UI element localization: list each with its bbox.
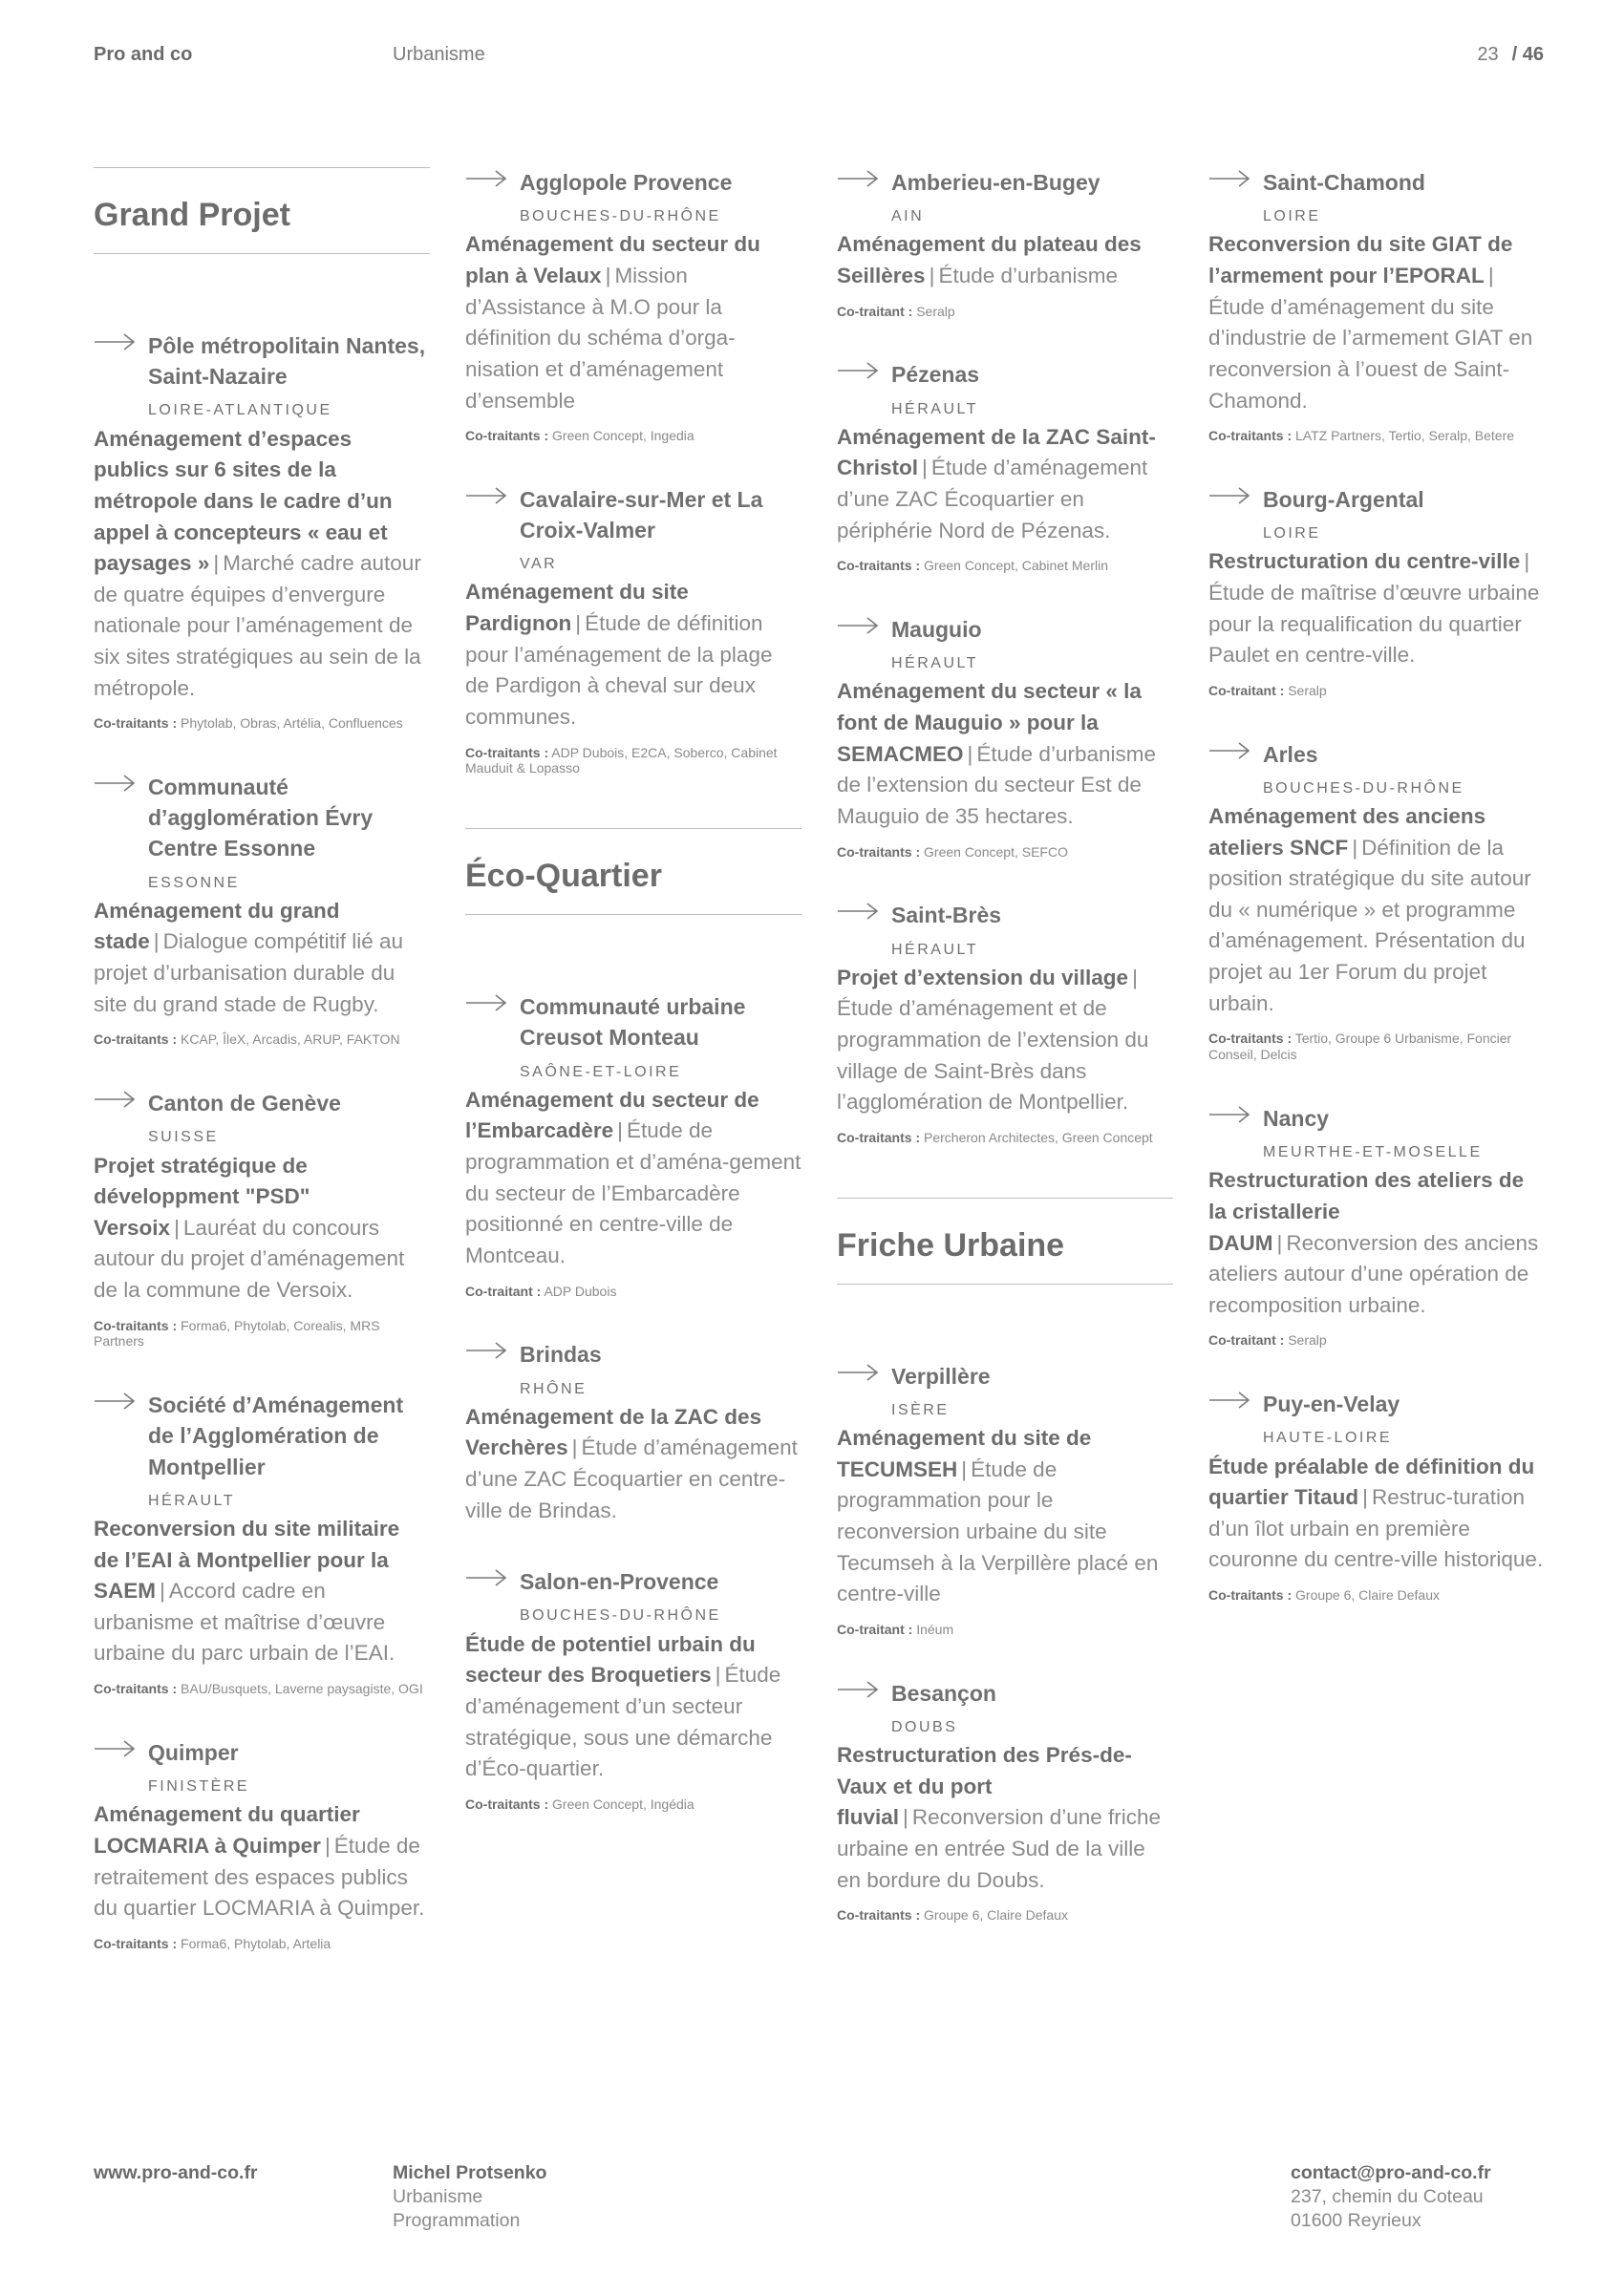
project-title: Aménagement du site Pardignon xyxy=(465,580,689,636)
arrow-right-icon xyxy=(837,1363,879,1382)
project-description xyxy=(837,229,1173,291)
project-title: Étude de potentiel urbain du secteur des Broquetiers xyxy=(465,1631,756,1688)
co-contractors-list: ADP Dubois, E2CA, Soberco, Cabinet Mauduit & Lopasso xyxy=(465,744,778,776)
separator: | xyxy=(1362,1485,1368,1510)
separator: | xyxy=(922,456,928,480)
project-title: Restructuration des ateliers de la cristallerie DAUM xyxy=(1208,1168,1525,1255)
person-role-2: Programmation xyxy=(393,2209,521,2231)
co-contractors-label: Co-traitant : xyxy=(1208,1332,1285,1349)
project-region: SAÔNE-ET-LOIRE xyxy=(520,1063,682,1080)
co-contractors-list: Seralp xyxy=(1288,682,1327,698)
project-region: HÉRAULT xyxy=(891,655,978,672)
separator: | xyxy=(571,1435,578,1460)
co-contractors-list: Green Concept, Ingédia xyxy=(552,1796,694,1812)
project-client: Puy-en-Velay xyxy=(1263,1392,1400,1417)
co-contractors xyxy=(837,304,1173,320)
co-contractors-list: KCAP, ÎleX, Arcadis, ARUP, FAKTON xyxy=(181,1031,400,1048)
project-description xyxy=(465,1402,801,1527)
website-link[interactable]: www.pro-and-co.fr xyxy=(94,2162,258,2183)
project-entry xyxy=(94,1737,430,1952)
arrow-right-icon xyxy=(94,774,136,793)
section-heading xyxy=(465,828,801,915)
project-client: Saint-Brès xyxy=(891,903,1002,928)
co-contractors-list: Percheron Architectes, Green Concept xyxy=(924,1129,1153,1145)
project-client: Brindas xyxy=(520,1342,602,1368)
project-summary: Étude d’aménagement d’un secteur stratégique, sous une démarche d’Éco-quartier. xyxy=(465,1663,781,1781)
project-title: Reconversion du site GIAT de l’armement pour l’EPORAL xyxy=(1208,232,1513,287)
co-contractors-label: Co-traitants : xyxy=(837,1907,921,1924)
co-contractors-label: Co-traitants : xyxy=(837,558,921,574)
project-description xyxy=(94,1799,430,1924)
project-summary: Mission d’Assistance à M.O pour la définition du schéma d’orga-nisation et d’aménagement d’ensemble xyxy=(465,264,736,413)
project-entry xyxy=(465,167,801,444)
project-title: Aménagement du secteur de l’Embarcadère xyxy=(465,1087,759,1143)
co-contractors-list: Tertio, Groupe 6 Urbanisme, Foncier Conseil, Delcis xyxy=(1208,1031,1512,1063)
project-header xyxy=(94,330,430,420)
project-description xyxy=(1208,1452,1545,1577)
arrow-right-icon xyxy=(837,169,879,188)
co-contractors-list: BAU/Busquets, Laverne paysagiste, OGI xyxy=(181,1681,423,1697)
project-client: Communauté urbaine Creusot Monteau xyxy=(520,994,746,1051)
project-summary: Restruc-turation d’un îlot urbain en première couronne du centre-ville historique. xyxy=(1208,1485,1544,1572)
project-title: Aménagement du plateau des Seillères xyxy=(837,232,1142,287)
column-4 xyxy=(1208,167,1545,1644)
project-description xyxy=(837,963,1173,1118)
page-header xyxy=(94,44,1544,73)
project-entry xyxy=(1208,739,1545,1063)
co-contractors-label: Co-traitants : xyxy=(94,1681,178,1697)
co-contractors-label: Co-traitant : xyxy=(1208,682,1285,698)
co-contractors-label: Co-traitants : xyxy=(465,744,549,760)
co-contractors xyxy=(465,745,801,777)
project-description xyxy=(94,896,430,1021)
project-entry xyxy=(94,330,430,732)
project-client: Bourg-Argental xyxy=(1263,486,1424,512)
project-entry xyxy=(837,900,1173,1145)
project-header xyxy=(465,167,801,225)
co-contractors xyxy=(94,715,430,732)
separator: | xyxy=(929,264,935,287)
project-header xyxy=(1208,1389,1545,1447)
project-region: LOIRE xyxy=(1263,208,1321,225)
co-contractors-label: Co-traitant : xyxy=(465,1283,542,1299)
project-entry xyxy=(94,1390,430,1697)
co-contractors-list: LATZ Partners, Tertio, Seralp, Betere xyxy=(1295,428,1515,444)
co-contractors xyxy=(837,558,1173,574)
separator: | xyxy=(213,551,220,576)
project-entry xyxy=(837,1361,1173,1638)
contact-info xyxy=(1291,2161,1491,2232)
project-title: Étude préalable de définition du quartier Titaud xyxy=(1208,1454,1535,1510)
project-client: Mauguio xyxy=(891,617,982,643)
separator: | xyxy=(1487,264,1494,287)
section-label: Urbanisme xyxy=(393,44,485,65)
project-description xyxy=(465,1629,801,1785)
project-region: ESSONNE xyxy=(148,874,240,891)
project-client: Pézenas xyxy=(891,362,980,388)
arrow-right-icon xyxy=(1208,1105,1250,1124)
project-summary: Définition de la position stratégique du site autour du « numérique » et programme d’aménagement. Présentation du projet au 1er Forum du projet urbain. xyxy=(1208,835,1531,1015)
project-description xyxy=(1208,801,1545,1019)
separator: | xyxy=(903,1805,908,1830)
project-summary: Étude d’urbanisme de l’extension du secteur Est de Mauguio de 35 hectares. xyxy=(837,741,1156,828)
project-region: HÉRAULT xyxy=(891,941,978,958)
project-header xyxy=(837,900,1173,958)
separator: | xyxy=(1276,1230,1283,1255)
project-region: AIN xyxy=(891,208,925,225)
project-summary: Étude d’aménagement d’une ZAC Écoquartier en périphérie Nord de Pézenas. xyxy=(837,456,1148,542)
project-client: Communauté d’agglomération Évry Centre Essonne xyxy=(148,775,374,861)
project-summary: Étude d’aménagement du site d’industrie de l’armement GIAT en reconversion à l’ouest de Saint-Chamond. xyxy=(1208,294,1533,413)
arrow-right-icon xyxy=(1208,1391,1250,1410)
project-description xyxy=(837,1740,1173,1896)
co-contractors xyxy=(837,1622,1173,1638)
project-entry xyxy=(837,1678,1173,1924)
co-contractors-list: Green Concept, Cabinet Merlin xyxy=(924,558,1109,574)
project-title: Aménagement de la ZAC des Verchères xyxy=(465,1404,762,1460)
separator: | xyxy=(174,1215,180,1240)
project-summary: Dialogue compétitif lié au projet d’urbanisation durable du site du grand stade de Rugby. xyxy=(94,929,404,1016)
brand-name: Pro and co xyxy=(94,44,193,65)
arrow-right-icon xyxy=(837,361,879,380)
separator: | xyxy=(160,1579,165,1604)
project-entry xyxy=(94,1088,430,1350)
project-entry xyxy=(837,167,1173,319)
project-client: Agglopole Provence xyxy=(520,170,733,195)
project-header xyxy=(465,991,801,1081)
arrow-right-icon xyxy=(465,169,507,188)
project-entry xyxy=(94,772,430,1048)
co-contractors xyxy=(1208,428,1545,444)
project-description xyxy=(837,422,1173,547)
separator: | xyxy=(1524,549,1530,574)
co-contractors-label: Co-traitants : xyxy=(465,428,549,444)
co-contractors-label: Co-traitants : xyxy=(94,1031,178,1048)
arrow-right-icon xyxy=(1208,169,1250,188)
project-entry xyxy=(1208,1103,1545,1349)
project-title: Restructuration des Prés-de-Vaux et du port fluvial xyxy=(837,1743,1132,1830)
section-heading xyxy=(94,167,430,254)
column-3 xyxy=(837,167,1173,1964)
project-summary: Accord cadre en urbanisme et maîtrise d’œuvre urbaine du parc urbain de l’EAI. xyxy=(94,1579,395,1666)
project-description xyxy=(94,424,430,705)
separator: | xyxy=(715,1663,721,1688)
project-region: VAR xyxy=(520,556,558,573)
separator: | xyxy=(967,741,973,766)
project-title: Aménagement d’espaces publics sur 6 sites de la métropole dans le cadre d’un appel à concepteurs « eau et paysages » xyxy=(94,426,393,576)
project-header xyxy=(94,772,430,892)
project-header xyxy=(465,1339,801,1397)
co-contractors xyxy=(1208,1587,1545,1604)
project-header xyxy=(1208,1103,1545,1161)
project-summary: Étude d’aménagement d’une ZAC Écoquartier en centre-ville de Brindas. xyxy=(465,1435,798,1522)
project-region: DOUBS xyxy=(891,1718,958,1735)
project-header xyxy=(837,614,1173,672)
arrow-right-icon xyxy=(94,1739,136,1758)
project-region: HAUTE-LOIRE xyxy=(1263,1430,1393,1447)
project-header xyxy=(94,1737,430,1796)
project-entry xyxy=(465,484,801,776)
arrow-right-icon xyxy=(1208,486,1250,505)
address-line-2: 01600 Reyrieux xyxy=(1291,2209,1421,2231)
project-description xyxy=(1208,229,1545,416)
co-contractors-list: Seralp xyxy=(916,303,955,319)
project-client: Salon-en-Provence xyxy=(520,1569,719,1595)
co-contractors-list: Green Concept, SEFCO xyxy=(924,843,1068,860)
address-line-1: 237, chemin du Coteau xyxy=(1291,2185,1484,2207)
arrow-right-icon xyxy=(837,902,879,921)
project-entry xyxy=(837,614,1173,860)
person-name: Michel Protsenko xyxy=(393,2162,547,2183)
project-header xyxy=(94,1088,430,1146)
co-contractors xyxy=(1208,683,1545,699)
section-title: Grand Projet xyxy=(94,197,290,233)
co-contractors xyxy=(465,1796,801,1813)
project-description xyxy=(465,577,801,733)
project-region: BOUCHES-DU-RHÔNE xyxy=(520,208,721,225)
co-contractors-label: Co-traitants : xyxy=(1208,1031,1293,1047)
project-summary: Étude de programmation et d’aména-gement du secteur de l’Embarcadère positionné en centre-ville de Montceau. xyxy=(465,1118,801,1267)
project-header xyxy=(465,484,801,574)
co-contractors xyxy=(94,1318,430,1350)
project-title: Aménagement du secteur « la font de Mauguio » pour la SEMACMEO xyxy=(837,679,1142,766)
project-client: Amberieu-en-Bugey xyxy=(891,170,1100,195)
co-contractors-label: Co-traitants : xyxy=(94,715,178,732)
email-link[interactable]: contact@pro-and-co.fr xyxy=(1291,2162,1491,2183)
project-region: SUISSE xyxy=(148,1129,219,1146)
project-title: Aménagement des anciens ateliers SNCF xyxy=(1208,803,1486,860)
separator: | xyxy=(1132,965,1138,989)
project-region: FINISTÈRE xyxy=(148,1778,250,1796)
separator: | xyxy=(605,264,611,287)
co-contractors-label: Co-traitant : xyxy=(837,303,913,319)
project-summary: Reconversion des anciens ateliers autour d’une opération de recomposition urbaine. xyxy=(1208,1230,1539,1317)
project-header xyxy=(837,359,1173,417)
project-header xyxy=(837,1361,1173,1419)
co-contractors-list: Groupe 6, Claire Defaux xyxy=(924,1907,1068,1924)
project-region: ISÈRE xyxy=(891,1401,950,1418)
project-description xyxy=(1208,1165,1545,1321)
project-header xyxy=(465,1566,801,1625)
co-contractors-list: Green Concept, Ingedia xyxy=(552,428,694,444)
project-entry xyxy=(465,1339,801,1526)
project-description xyxy=(465,1085,801,1272)
project-description xyxy=(94,1151,430,1307)
separator: | xyxy=(324,1833,331,1858)
project-region: LOIRE xyxy=(1263,525,1321,542)
arrow-right-icon xyxy=(94,1392,136,1411)
project-client: Cavalaire-sur-Mer et La Croix-Valmer xyxy=(520,486,763,543)
arrow-right-icon xyxy=(465,1341,507,1360)
project-client: Pôle métropolitain Nantes, Saint-Nazaire xyxy=(148,333,426,390)
co-contractors xyxy=(94,1936,430,1952)
project-title: Aménagement du grand stade xyxy=(94,898,340,954)
project-description xyxy=(465,229,801,416)
co-contractors-label: Co-traitants : xyxy=(94,1935,178,1951)
project-header xyxy=(94,1390,430,1510)
project-region: BOUCHES-DU-RHÔNE xyxy=(1263,779,1464,797)
current-page: 23 xyxy=(1477,44,1499,65)
project-entry xyxy=(465,991,801,1299)
contact-person xyxy=(393,2161,546,2232)
arrow-right-icon xyxy=(94,332,136,351)
person-role-1: Urbanisme xyxy=(393,2185,483,2207)
project-entry xyxy=(1208,1389,1545,1604)
arrow-right-icon xyxy=(465,1568,507,1587)
project-client: Société d’Aménagement de l’Agglomération de Montpellier xyxy=(148,1392,404,1479)
project-summary: Étude de définition pour l’aménagement de la plage de Pardigon à cheval sur deux communes. xyxy=(465,611,773,729)
project-client: Arles xyxy=(1263,741,1318,767)
co-contractors xyxy=(837,844,1173,861)
co-contractors-list: Groupe 6, Claire Defaux xyxy=(1295,1587,1440,1604)
project-client: Canton de Genève xyxy=(148,1091,341,1116)
co-contractors-label: Co-traitants : xyxy=(1208,428,1293,444)
page-number xyxy=(1477,44,1544,66)
project-title: Aménagement du secteur du plan à Velaux xyxy=(465,232,760,287)
co-contractors xyxy=(1208,1031,1545,1063)
project-region: HÉRAULT xyxy=(891,400,978,417)
project-summary: Étude de programmation pour le reconversion urbaine du site Tecumseh à la Verpillère placé en centre-ville xyxy=(837,1456,1159,1606)
project-header xyxy=(1208,739,1545,797)
project-summary: Marché cadre autour de quatre équipes d’envergure nationale pour l’aménagement de six sites stratégiques au sein de la métropole. xyxy=(94,551,421,700)
co-contractors xyxy=(94,1681,430,1697)
project-header xyxy=(837,167,1173,225)
co-contractors xyxy=(837,1130,1173,1146)
co-contractors xyxy=(1208,1332,1545,1349)
arrow-right-icon xyxy=(837,616,879,635)
project-header xyxy=(1208,484,1545,542)
co-contractors-list: Forma6, Phytolab, Corealis, MRS Partners xyxy=(94,1317,380,1350)
co-contractors-label: Co-traitants : xyxy=(465,1796,549,1812)
project-description xyxy=(837,1423,1173,1610)
co-contractors-list: ADP Dubois xyxy=(544,1283,617,1299)
co-contractors-list: Forma6, Phytolab, Artelia xyxy=(181,1935,331,1951)
project-region: MEURTHE-ET-MOSELLE xyxy=(1263,1144,1483,1161)
co-contractors-label: Co-traitant : xyxy=(837,1621,913,1637)
project-region: LOIRE-ATLANTIQUE xyxy=(148,402,332,419)
co-contractors-label: Co-traitants : xyxy=(837,843,921,860)
arrow-right-icon xyxy=(465,993,507,1012)
project-header xyxy=(1208,167,1545,225)
project-description xyxy=(1208,546,1545,671)
project-entry xyxy=(1208,484,1545,699)
section-title: Friche Urbaine xyxy=(837,1226,1065,1264)
project-title: Reconversion du site militaire de l’EAI à Montpellier pour la SAEM xyxy=(94,1516,400,1604)
column-1 xyxy=(94,167,430,1992)
project-entry xyxy=(837,359,1173,574)
separator: | xyxy=(153,929,160,954)
co-contractors xyxy=(837,1907,1173,1924)
project-title: Projet stratégique de développment "PSD" Versoix xyxy=(94,1153,310,1240)
project-region: BOUCHES-DU-RHÔNE xyxy=(520,1607,721,1625)
project-region: HÉRAULT xyxy=(148,1492,235,1509)
project-summary: Étude de maîtrise d’œuvre urbaine pour la requalification du quartier Paulet en centre-ville. xyxy=(1208,580,1540,668)
project-title: Aménagement de la ZAC Saint-Christol xyxy=(837,424,1156,480)
project-entry xyxy=(465,1566,801,1812)
separator: | xyxy=(961,1456,968,1481)
separator: | xyxy=(617,1118,623,1143)
project-client: Besançon xyxy=(891,1680,996,1706)
co-contractors-label: Co-traitants : xyxy=(1208,1587,1293,1604)
project-title: Projet d’extension du village xyxy=(837,965,1129,989)
separator: | xyxy=(575,611,582,636)
project-title: Restructuration du centre-ville xyxy=(1208,549,1521,574)
separator: | xyxy=(1352,835,1358,860)
arrow-right-icon xyxy=(465,486,507,505)
project-summary: Étude de retraitement des espaces publics du quartier LOCMARIA à Quimper. xyxy=(94,1833,425,1921)
co-contractors-list: Inéum xyxy=(916,1621,954,1637)
project-region: RHÔNE xyxy=(520,1380,588,1397)
project-client: Verpillère xyxy=(891,1363,991,1389)
project-entry xyxy=(1208,167,1545,444)
co-contractors xyxy=(465,428,801,444)
arrow-right-icon xyxy=(1208,741,1250,760)
project-title: Aménagement du site de TECUMSEH xyxy=(837,1426,1092,1481)
co-contractors-label: Co-traitants : xyxy=(94,1317,178,1333)
section-heading xyxy=(837,1198,1173,1285)
arrow-right-icon xyxy=(94,1090,136,1109)
co-contractors-list: Seralp xyxy=(1288,1332,1327,1349)
section-title: Éco-Quartier xyxy=(465,858,662,895)
project-client: Quimper xyxy=(148,1739,239,1765)
co-contractors xyxy=(94,1031,430,1048)
project-summary: Lauréat du concours autour du projet d’aménagement de la commune de Versoix. xyxy=(94,1215,405,1302)
co-contractors-list: Phytolab, Obras, Artélia, Confluences xyxy=(181,715,403,732)
project-description xyxy=(94,1514,430,1669)
co-contractors-label: Co-traitants : xyxy=(837,1129,921,1145)
project-summary: Étude d’aménagement et de programmation de l’extension du village de Saint-Brès dans l’agglomération de Montpellier. xyxy=(837,996,1149,1115)
co-contractors xyxy=(465,1284,801,1300)
project-summary: Reconversion d’une friche urbaine en entrée Sud de la ville en bordure du Doubs. xyxy=(837,1805,1162,1892)
project-summary: Étude d’urbanisme xyxy=(938,264,1119,287)
project-description xyxy=(837,676,1173,832)
arrow-right-icon xyxy=(837,1680,879,1699)
project-title: Aménagement du quartier LOCMARIA à Quimper xyxy=(94,1802,360,1858)
project-client: Saint-Chamond xyxy=(1263,170,1425,195)
project-client: Nancy xyxy=(1263,1105,1330,1131)
total-pages: / 46 xyxy=(1511,44,1544,65)
project-header xyxy=(837,1678,1173,1736)
column-2 xyxy=(465,167,801,1853)
